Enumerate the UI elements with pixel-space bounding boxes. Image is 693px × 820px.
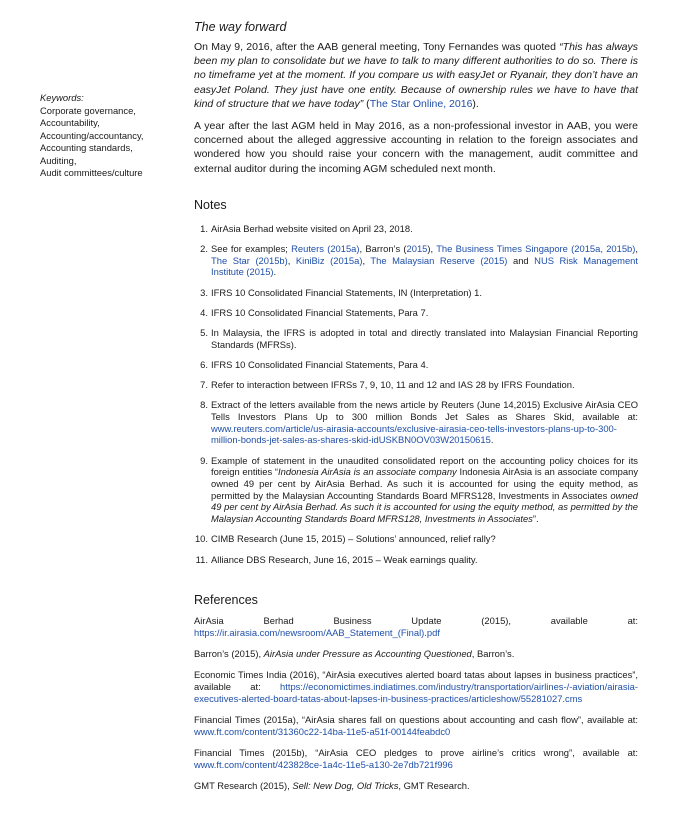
citation-link-star-online[interactable]: The Star Online, 2016 — [369, 97, 473, 110]
note-text: . — [490, 434, 494, 446]
note-number: 9. — [200, 454, 208, 466]
airasia-statement-link[interactable]: https://ir.airasia.com/newsroom/AAB_Statement_(Final).pdf — [194, 627, 440, 638]
note-text-italic: Indonesia AirAsia is an associate company — [278, 466, 457, 478]
reference-item — [194, 780, 638, 792]
ref-link-barrons[interactable]: 2015 — [406, 243, 428, 255]
reference-text: Economic Times India (2016), “AirAsia executives alerted board tatas about lapses in business practices”, available at: — [194, 669, 638, 693]
keyword-item: Accountability, — [40, 117, 100, 128]
note-item — [194, 455, 638, 525]
note-text: Extract of the letters available from the news article by Reuters (June 14,2015) Exclusive AirAsia CEO Tells Investors Plans Up to 300 million Bonds Jet Sales as Shares Skid, available at: — [211, 399, 638, 423]
note-number: 5. — [200, 327, 208, 339]
reference-text: Financial Times (2015b), “AirAsia CEO pledges to prove airline’s critics wrong”, available at: — [194, 746, 638, 758]
section-title-way-forward: The way forward — [194, 20, 287, 34]
keyword-item: Auditing, — [40, 154, 77, 166]
ref-link-reuters[interactable]: Reuters (2015a) — [291, 243, 360, 255]
note-text: , — [635, 243, 638, 255]
note-text: , — [362, 254, 371, 266]
reference-item — [194, 714, 638, 737]
note-item — [194, 554, 638, 566]
note-number: 10. — [194, 533, 208, 545]
economic-times-link[interactable]: https://economictimes.indiatimes.com/industry/transportation/airlines-/-aviation/airasia-executives-alerted-board-tatas-about-lapses-in-business-practices/articleshow/55281027.cms — [194, 681, 638, 704]
note-number: 7. — [200, 379, 208, 391]
notes-list — [194, 223, 638, 565]
note-text: . — [273, 266, 277, 278]
note-number: 8. — [200, 399, 208, 411]
note-item — [194, 379, 638, 391]
paragraph-way-forward-2: A year after the last AGM held in May 2016, as a non-professional investor in AAB, you were concerned about the alleged aggressive accounting in relation to the foreign associates and wondered how you should raise your concern with the management, audit committee and external auditor during the incoming AGM scheduled next month. — [194, 120, 638, 175]
note-text: CIMB Research (June 15, 2015) – Solutions’ announced, relief rally? — [211, 533, 496, 545]
reference-item — [194, 615, 638, 638]
p1-open: ( — [363, 97, 370, 110]
section-title-notes: Notes — [194, 197, 227, 212]
note-number: 1. — [200, 222, 208, 234]
section-title-references: References — [194, 593, 258, 608]
p1-lead: On May 9, 2016, after the AAB general meeting, Tony Fernandes was quoted — [194, 41, 560, 53]
keyword-item: Audit committees/culture — [40, 167, 143, 178]
note-text: , — [287, 254, 296, 266]
p1-close: ). — [472, 97, 479, 110]
note-text: See for examples; — [211, 243, 292, 255]
reference-text: AirAsia Berhad Business Update (2015), available at: — [194, 615, 638, 627]
note-text: IFRS 10 Consolidated Financial Statements, Para 7. — [211, 306, 429, 318]
ref-link-the-star[interactable]: The Star (2015b) — [211, 254, 288, 266]
keywords-title: Keywords: — [40, 92, 84, 103]
reference-title-italic: AirAsia under Pressure as Accounting Questioned — [263, 648, 472, 660]
note-text: AirAsia Berhad website visited on April 23, 2018. — [211, 222, 413, 234]
main-column — [194, 20, 638, 801]
note-text: , Barron’s ( — [359, 243, 407, 255]
reference-text: GMT Research (2015), — [194, 779, 293, 791]
ft-2015a-link[interactable]: www.ft.com/content/31360c22-14ba-11e5-a51f-00144feabdc0 — [194, 725, 451, 737]
ft-2015b-link[interactable]: www.ft.com/content/423828ce-1a4c-11e5-a130-2e7db721f996 — [194, 758, 453, 770]
ref-link-nus-rmi[interactable]: NUS Risk Management Institute (2015) — [211, 254, 639, 278]
reference-item — [194, 669, 638, 704]
note-item — [194, 223, 638, 235]
note-number: 6. — [200, 358, 208, 370]
note-text: In Malaysia, the IFRS is adopted in total and directly translated into Malaysian Financial Reporting Standards (MFRSs). — [211, 327, 638, 350]
ref-link-business-times[interactable]: The Business Times Singapore (2015a, 2015b) — [436, 243, 636, 255]
note-text: and — [507, 254, 535, 266]
keywords-sidebar — [40, 92, 190, 180]
paragraph-way-forward-1 — [194, 40, 638, 111]
note-item — [194, 533, 638, 545]
note-text: Example of statement in the unaudited consolidated report on the accounting policy choices for its foreign entities “ — [211, 454, 638, 478]
note-text: ”. — [532, 513, 539, 525]
reference-title-italic: Sell: New Dog, Old Tricks — [292, 779, 399, 791]
note-number: 3. — [200, 286, 208, 298]
note-text: IFRS 10 Consolidated Financial Statements, Para 4. — [211, 358, 429, 370]
reference-item — [194, 648, 638, 660]
reference-text: , Barron’s. — [471, 648, 515, 660]
ref-link-malaysian-reserve[interactable]: The Malaysian Reserve (2015) — [370, 254, 508, 266]
reuters-article-link[interactable]: www.reuters.com/article/us-airasia-accounts/exclusive-airasia-ceo-tells-investors-plans-up-to-300-million-bonds-jet-sales-as-shares-skid-idUSKBN0OV03W20150615 — [211, 422, 617, 446]
note-text: ), — [427, 243, 437, 255]
note-item — [194, 307, 638, 319]
note-text: IFRS 10 Consolidated Financial Statements, IN (Interpretation) 1. — [211, 286, 482, 298]
reference-text: Financial Times (2015a), “AirAsia shares fall on questions about accounting and cash flow”, available at: — [194, 714, 638, 726]
ref-link-kinibiz[interactable]: KiniBiz (2015a) — [295, 254, 363, 266]
reference-item — [194, 747, 638, 770]
references-list — [194, 615, 638, 791]
note-number: 4. — [200, 306, 208, 318]
note-text-italic: owned 49 per cent by AirAsia Berhad. As such it is accounted for using the equity method, as permitted by the Malaysian Accounting Standards Board MFRS128, Investments in Associates — [211, 489, 638, 525]
note-text: Refer to interaction between IFRSs 7, 9, 10, 11 and 12 and IAS 28 by IFRS Foundation. — [211, 379, 575, 391]
note-text: Indonesia AirAsia is an associate company owned 49 per cent by AirAsia Berhad. As such it is accounted for using the equity method, as permitted by the Malaysian Accounting Standards Board MFRS128, Investments in Associates — [211, 466, 639, 501]
note-item — [194, 243, 638, 278]
note-item — [194, 399, 638, 446]
keyword-item: Accounting standards, — [40, 142, 133, 153]
note-item — [194, 359, 638, 371]
p1-quote: “This has always been my plan to consolidate but we have to talk to many different authorities to do so. There is no timeframe yet at the moment. If you compare us with easyJet or Ryanair, they don’t have an easyJet Poland. They just have one entity. Because of ownership rules we have to have that kind of structure that we have today” — [194, 41, 638, 110]
reference-text: , GMT Research. — [398, 779, 470, 791]
note-item — [194, 327, 638, 350]
note-number: 2. — [200, 243, 208, 255]
note-text: Alliance DBS Research, June 16, 2015 – Weak earnings quality. — [211, 553, 478, 565]
reference-text: Barron’s (2015), — [194, 648, 264, 660]
note-item — [194, 287, 638, 299]
note-number: 11. — [195, 553, 208, 565]
keyword-item: Corporate governance, — [40, 104, 136, 116]
keyword-item: Accounting/accountancy, — [40, 129, 144, 141]
